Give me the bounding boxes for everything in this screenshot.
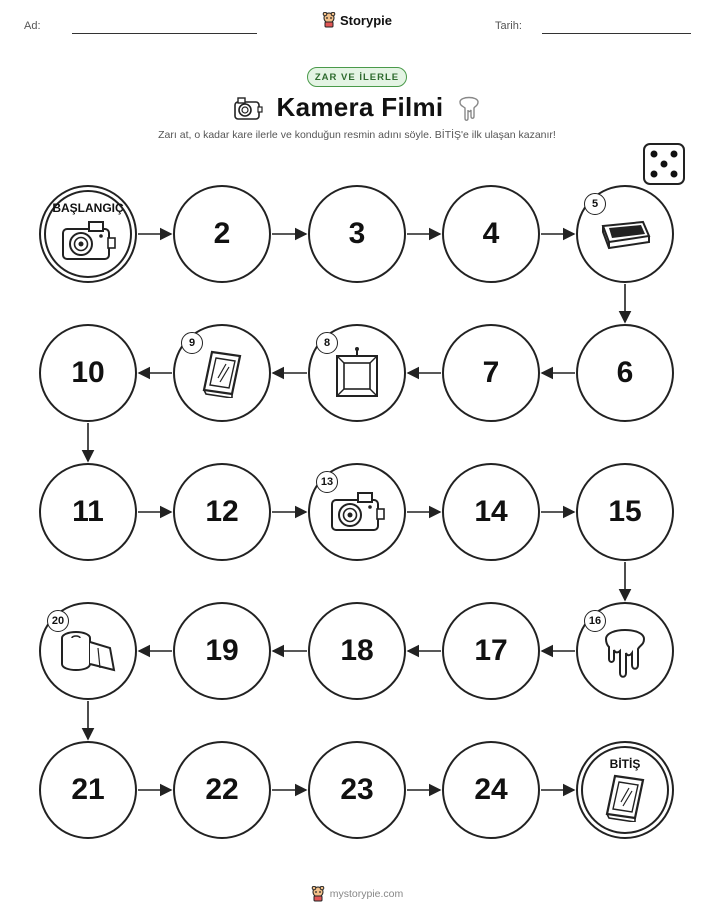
board-cell[interactable] bbox=[442, 741, 540, 839]
cell-number-badge: 5 bbox=[584, 193, 606, 215]
brand-name: Storypie bbox=[339, 12, 392, 28]
cell-number: 17 bbox=[474, 634, 508, 667]
cell-number: 2 bbox=[213, 217, 231, 250]
cell-number: 10 bbox=[71, 356, 105, 389]
cell-number: 23 bbox=[340, 773, 374, 806]
developing-tray-icon bbox=[597, 216, 653, 252]
picture-cell[interactable] bbox=[39, 602, 137, 700]
finish-label: BİTİŞ bbox=[609, 757, 641, 771]
finish-cell[interactable] bbox=[576, 741, 674, 839]
board-cell[interactable] bbox=[308, 602, 406, 700]
cell-number: 18 bbox=[340, 634, 374, 667]
cell-number: 11 bbox=[72, 495, 104, 528]
camera-icon bbox=[328, 490, 386, 534]
cell-number: 19 bbox=[205, 634, 239, 667]
cell-number-badge: 20 bbox=[47, 610, 69, 632]
board-cell[interactable] bbox=[173, 185, 271, 283]
cell-number-badge: 16 bbox=[584, 610, 606, 632]
picture-cell[interactable] bbox=[308, 463, 406, 561]
game-type-badge: ZAR VE İLERLE bbox=[307, 67, 407, 87]
picture-cell[interactable] bbox=[308, 324, 406, 422]
name-label: Ad: bbox=[24, 20, 41, 32]
board-cell[interactable] bbox=[39, 463, 137, 561]
cell-number-badge: 8 bbox=[316, 332, 338, 354]
cell-number: 14 bbox=[474, 495, 508, 528]
start-label: BAŞLANGIÇ bbox=[52, 201, 124, 215]
cell-number: 24 bbox=[474, 773, 508, 806]
cell-number-badge: 13 bbox=[316, 471, 338, 493]
picture-cell[interactable] bbox=[173, 324, 271, 422]
picture-cell[interactable] bbox=[576, 602, 674, 700]
board-cell[interactable] bbox=[173, 602, 271, 700]
board-cell[interactable] bbox=[173, 463, 271, 561]
picture-frame-icon bbox=[333, 346, 381, 400]
board-cell[interactable] bbox=[308, 185, 406, 283]
start-cell[interactable] bbox=[39, 185, 137, 283]
board-cell[interactable] bbox=[442, 602, 540, 700]
cell-number: 4 bbox=[482, 217, 500, 250]
picture-cell[interactable] bbox=[576, 185, 674, 283]
film-roll-icon bbox=[58, 628, 118, 674]
page-title: Kamera Filmi bbox=[276, 92, 444, 122]
cell-number: 12 bbox=[205, 495, 239, 528]
cell-number: 6 bbox=[616, 356, 634, 389]
glass-plate-icon bbox=[198, 348, 246, 398]
dripping-liquid-icon bbox=[600, 623, 650, 679]
board-cell[interactable] bbox=[442, 324, 540, 422]
board-cell[interactable] bbox=[173, 741, 271, 839]
instructions: Zarı at, o kadar kare ilerle ve konduğun resmin adını söyle. BİTİŞ'e ilk ulaşan kazanır! bbox=[158, 129, 556, 141]
footer bbox=[0, 886, 714, 902]
board-cell[interactable] bbox=[576, 463, 674, 561]
cell-number: 21 bbox=[71, 773, 105, 806]
cell-number-badge: 9 bbox=[181, 332, 203, 354]
date-label: Tarih: bbox=[495, 20, 522, 32]
footer-url[interactable]: mystorypie.com bbox=[329, 888, 404, 900]
board-cell[interactable] bbox=[576, 324, 674, 422]
board-cell[interactable] bbox=[442, 463, 540, 561]
board-cell[interactable] bbox=[39, 324, 137, 422]
cell-number: 15 bbox=[608, 495, 642, 528]
cell-number: 3 bbox=[348, 217, 366, 250]
board-cell[interactable] bbox=[442, 185, 540, 283]
storypie-logo-icon bbox=[311, 886, 325, 902]
camera-icon bbox=[59, 219, 117, 263]
board-cell[interactable] bbox=[39, 741, 137, 839]
cell-number: 22 bbox=[205, 773, 239, 806]
glass-plate-icon bbox=[601, 772, 649, 822]
cell-number: 7 bbox=[482, 356, 500, 389]
board-cell[interactable] bbox=[308, 741, 406, 839]
